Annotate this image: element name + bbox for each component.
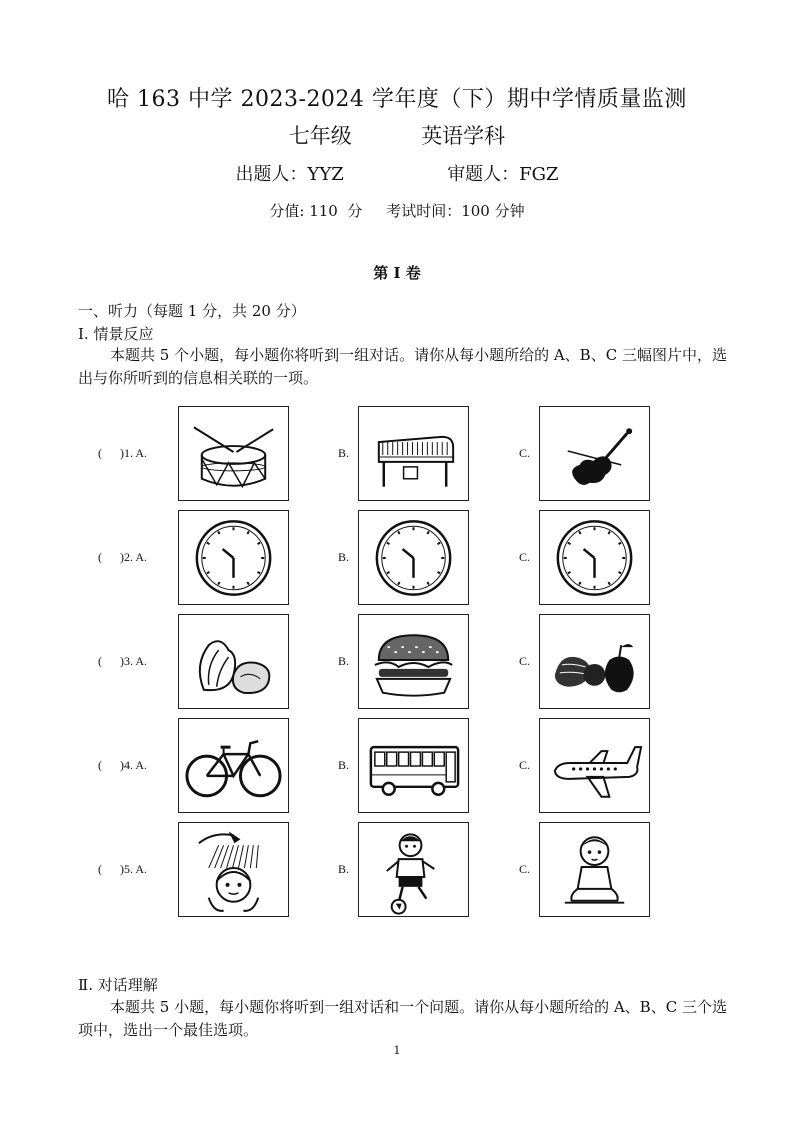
exam-title: 哈 163 中学 2023-2024 学年度（下）期中学情质量监测 <box>107 87 687 112</box>
piano-icon <box>359 407 468 500</box>
question-label: ( )2. A. <box>98 550 147 564</box>
picture-option-c[interactable] <box>539 406 650 501</box>
option-b-label: B. <box>338 862 350 876</box>
option-c-label: C. <box>519 550 531 564</box>
picture-option-a[interactable] <box>178 822 289 917</box>
reviewer-label: 审题人：FGZ <box>447 164 559 185</box>
violin-icon <box>540 407 649 500</box>
clock-icon <box>540 511 649 604</box>
picture-option-a[interactable] <box>178 718 289 813</box>
setter-reviewer <box>0 160 794 186</box>
picture-option-c[interactable] <box>539 822 650 917</box>
clock-icon <box>179 511 288 604</box>
question-label: ( )4. A. <box>98 758 147 772</box>
picture-option-b[interactable] <box>358 822 469 917</box>
page-number: 1 <box>393 1044 401 1057</box>
bicycle-icon <box>179 719 288 812</box>
setter-label: 出题人：YYZ <box>235 164 344 185</box>
option-c-label: C. <box>519 862 531 876</box>
picture-option-c[interactable] <box>539 614 650 709</box>
picture-option-c[interactable] <box>539 718 650 813</box>
part1-heading: Ⅰ. 情景反应 <box>78 325 154 343</box>
part1-instruction: 本题共 5 个小题，每小题你将听到一组对话。请你从每小题所给的 A、B、C 三幅图片中，选出与你所听到的信息相关联的一项。 <box>78 346 727 387</box>
grade-label: 七年级 <box>288 124 352 148</box>
drum-icon <box>179 407 288 500</box>
picture-option-a[interactable] <box>178 510 289 605</box>
option-b-label: B. <box>338 446 350 460</box>
cabbage-icon <box>179 615 288 708</box>
section-heading: 一、听力（每题 1 分，共 20 分） <box>78 302 306 320</box>
question-label: ( )1. A. <box>98 446 147 460</box>
option-b-label: B. <box>338 654 350 668</box>
picture-option-b[interactable] <box>358 614 469 709</box>
hamburger-icon <box>359 615 468 708</box>
picture-option-a[interactable] <box>178 406 289 501</box>
option-b-label: B. <box>338 550 350 564</box>
option-c-label: C. <box>519 758 531 772</box>
part2-heading: Ⅱ. 对话理解 <box>78 976 158 994</box>
airplane-icon <box>540 719 649 812</box>
option-c-label: C. <box>519 446 531 460</box>
subject-label: 英语学科 <box>421 124 506 148</box>
sitting-boy-icon <box>540 823 649 916</box>
shower-girl-icon <box>179 823 288 916</box>
picture-option-b[interactable] <box>358 510 469 605</box>
score-time: 分值: 110 分 考试时间：100 分钟 <box>269 202 525 220</box>
bus-icon <box>359 719 468 812</box>
fruit-icon <box>540 615 649 708</box>
clock-icon <box>359 511 468 604</box>
soccer-boy-icon <box>359 823 468 916</box>
picture-option-c[interactable] <box>539 510 650 605</box>
picture-option-a[interactable] <box>178 614 289 709</box>
question-label: ( )3. A. <box>98 654 147 668</box>
option-b-label: B. <box>338 758 350 772</box>
volume-heading: 第 I 卷 <box>373 264 421 282</box>
option-c-label: C. <box>519 654 531 668</box>
question-label: ( )5. A. <box>98 862 147 876</box>
picture-option-b[interactable] <box>358 718 469 813</box>
grade-subject <box>0 120 794 150</box>
picture-option-b[interactable] <box>358 406 469 501</box>
part2-instruction: 本题共 5 小题，每小题你将听到一组对话和一个问题。请你从每小题所给的 A、B、C 三个选项中，选出一个最佳选项。 <box>78 998 727 1039</box>
